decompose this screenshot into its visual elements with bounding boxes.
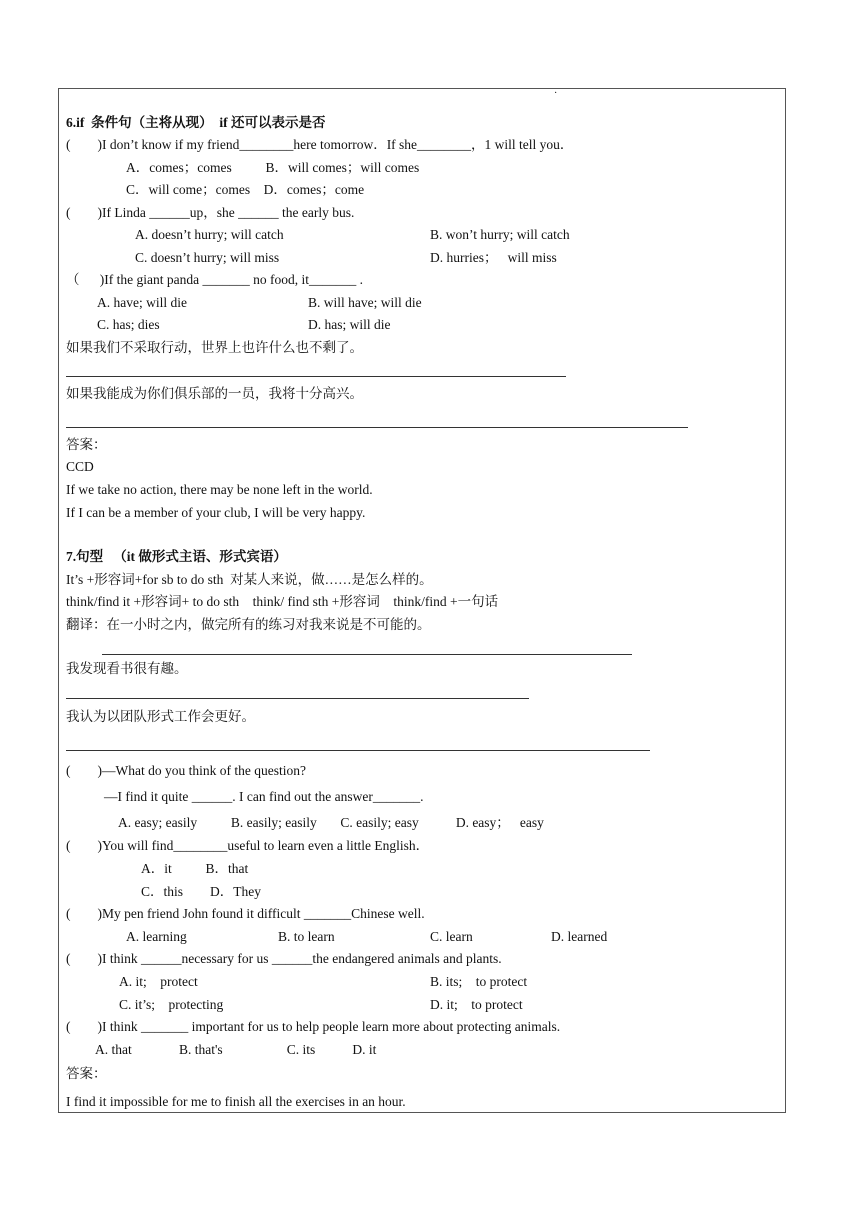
s6-q3-option-c: C. has; dies xyxy=(97,317,160,332)
s6-q1-options-cd: C．will come；comes D．comes；come xyxy=(126,182,365,197)
section-7-heading: 7.句型 （it 做形式主语、形式宾语） xyxy=(66,549,287,564)
s6-answer-3: If I can be a member of your club, I will be very happy. xyxy=(66,505,366,520)
s7-q3-option-b: B. to learn xyxy=(278,929,335,944)
s7-q2-options-cd: C．this D．They xyxy=(141,884,261,899)
s7-question-3: ( )My pen friend John found it difficult _______Chinese well. xyxy=(66,906,425,921)
s7-answer-1: I find it impossible for me to finish all the exercises in an hour. xyxy=(66,1094,406,1109)
s6-q1-options-ab: A．comes；comes B．will comes；will comes xyxy=(126,160,420,175)
s6-q2-option-d: D. hurries； will miss xyxy=(430,250,557,265)
s6-q3-option-a: A. have; will die xyxy=(97,295,187,310)
answer-line xyxy=(102,654,632,655)
answer-line xyxy=(66,427,688,428)
s6-answer-label: 答案： xyxy=(66,437,107,452)
s7-q2-options-ab: A．it B．that xyxy=(141,861,249,876)
s6-question-3: （ )If the giant panda _______ no food, it_______ . xyxy=(66,272,363,287)
s7-q4-option-d: D. it; to protect xyxy=(430,997,523,1012)
s7-q3-option-a: A. learning xyxy=(126,929,187,944)
s6-answer-2: If we take no action, there may be none left in the world. xyxy=(66,482,373,497)
s7-question-5: ( )I think _______ important for us to help people learn more about protecting animals. xyxy=(66,1019,561,1034)
s6-translation-2: 如果我能成为你们俱乐部的一员，我将十分高兴。 xyxy=(66,386,363,401)
s6-answer-1: CCD xyxy=(66,459,94,474)
answer-line xyxy=(66,376,566,377)
s7-question-1: ( )—What do you think of the question? xyxy=(66,763,306,778)
s7-q3-option-c: C. learn xyxy=(430,929,473,944)
s6-q2-option-a: A. doesn’t hurry; will catch xyxy=(135,227,284,242)
s7-translation-2: 我发现看书很有趣。 xyxy=(66,661,188,676)
s7-q3-option-d: D. learned xyxy=(551,929,608,944)
s6-question-1: ( )I don’t know if my friend________here tomorrow．If she________，1 will tell you． xyxy=(66,137,574,152)
s7-pattern-1: It’s +形容词+for sb to do sth 对某人来说，做……是怎么样的。 xyxy=(66,572,433,587)
s6-q2-option-c: C. doesn’t hurry; will miss xyxy=(135,250,280,265)
s7-translation-1: 翻译：在一小时之内，做完所有的练习对我来说是不可能的。 xyxy=(66,617,431,632)
s7-translation-3: 我认为以团队形式工作会更好。 xyxy=(66,709,255,724)
s6-translation-1: 如果我们不采取行动，世界上也许什么也不剩了。 xyxy=(66,340,363,355)
s7-q4-option-c: C. it’s; protecting xyxy=(119,997,224,1012)
s7-answer-label: 答案： xyxy=(66,1066,107,1081)
header-dot: · xyxy=(554,88,558,99)
s7-q4-option-b: B. its; to protect xyxy=(430,974,528,989)
answer-line xyxy=(66,698,529,699)
answer-line xyxy=(66,750,650,751)
s6-q2-option-b: B. won’t hurry; will catch xyxy=(430,227,570,242)
s7-q5-options: A. that B. that's C. its D. it xyxy=(95,1042,377,1057)
s6-question-2: ( )If Linda ______up，she ______ the early bus. xyxy=(66,205,355,220)
s7-question-4: ( )I think ______necessary for us ______the endangered animals and plants. xyxy=(66,951,502,966)
s7-q1-reply: —I find it quite ______. I can find out the answer_______. xyxy=(104,789,424,804)
s7-question-2: ( )You will find________useful to learn even a little English． xyxy=(66,838,430,853)
s6-q3-option-b: B. will have; will die xyxy=(308,295,422,310)
s7-pattern-2: think/find it +形容词+ to do sth think/ find sth +形容词 think/find +一句话 xyxy=(66,594,499,609)
s7-q1-options: A. easy; easily B. easily; easily C. easily; easy D. easy； easy xyxy=(118,815,544,830)
s7-q4-option-a: A. it; protect xyxy=(119,974,198,989)
s6-q3-option-d: D. has; will die xyxy=(308,317,391,332)
section-6-heading: 6.if 条件句（主将从现） if 还可以表示是否 xyxy=(66,115,326,130)
